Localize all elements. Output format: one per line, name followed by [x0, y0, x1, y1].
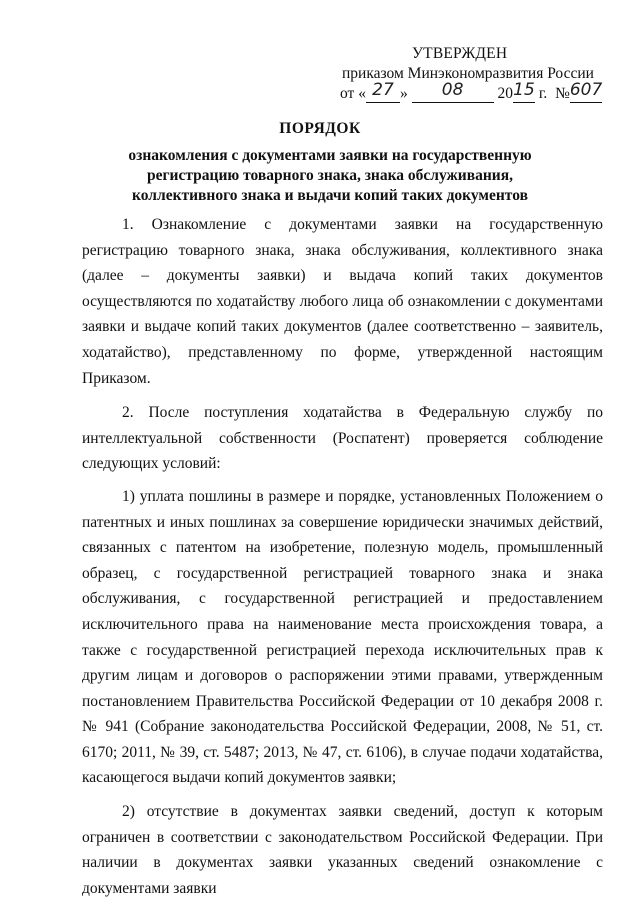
paragraph-2: 2. После поступления ходатайства в Федеральную службу по интеллектуальной собственности (Роспатент) проверяется соблюдение следующих условий:	[82, 404, 603, 473]
document-title: ПОРЯДОК	[279, 120, 361, 137]
approval-order-text: приказом Минэкономразвития России	[342, 65, 594, 82]
date-month-handwritten: 08	[441, 80, 464, 100]
order-number-prefix: №	[555, 85, 570, 102]
date-day-field	[366, 80, 400, 103]
approved-heading: УТВЕРЖДЕН	[412, 45, 508, 62]
date-month-field	[412, 80, 494, 103]
date-year-field	[513, 80, 535, 103]
date-day-handwritten: 27	[372, 80, 394, 100]
paragraph-1: 1. Ознакомление с документами заявки на государственную регистрацию товарного знака, знака обслуживания, коллективного знака (далее – документы заявки) и выдача копий таких документов осуществляются по ходатайству любого лица об ознакомлении с документами заявки и выдаче копий таких документов (далее соответственно – заявитель, ходатайство), представленному по форме, утвержденной настоящим Приказом.	[82, 216, 603, 387]
document-subtitle: ознакомления с документами заявки на государственную регистрацию товарного знака, знака обслуживания, коллективного знака и выдачи копий таких документов	[128, 147, 532, 204]
document-body	[82, 212, 603, 901]
paragraph-2-item-2: 2) отсутствие в документах заявки сведений, доступ к которым ограничен в соответствии с законодательством Российской Федерации. При наличии в документах заявки указанных сведений ознакомление с документами заявки	[82, 803, 603, 897]
approval-date-line	[340, 80, 630, 104]
date-prefix: от «	[340, 85, 366, 102]
approval-block	[340, 44, 630, 104]
date-year-word: г.	[538, 85, 548, 102]
order-number-field	[569, 80, 603, 103]
paragraph-2-item-1: 1) уплата пошлины в размере и порядке, установленных Положением о патентных и иных пошлинах за совершение юридически значимых действий, связанных с патентом на изобретение, полезную модель, промышленный образец, с государственной регистрацией товарного знака и знака обслуживания, с государственной регистрацией и предоставлением исключительного права на наименование места происхождения товара, а также с государственной регистрацией перехода исключительных прав к другим лицам и договоров о распоряжении этими правами, утвержденным постановлением Правительства Российской Федерации от 10 декабря 2008 г. № 941 (Собрание законодательства Российской Федерации, 2008, № 51, ст. 6170; 2011, № 39, ст. 5487; 2013, № 47, ст. 6106), в случае подачи ходатайства, касающегося выдачи копий документов заявки;	[82, 487, 603, 787]
order-number-handwritten: 607	[569, 80, 603, 100]
date-year-prefix: 20	[497, 85, 513, 102]
date-year-handwritten: 15	[513, 80, 535, 100]
date-mid: »	[399, 85, 408, 102]
